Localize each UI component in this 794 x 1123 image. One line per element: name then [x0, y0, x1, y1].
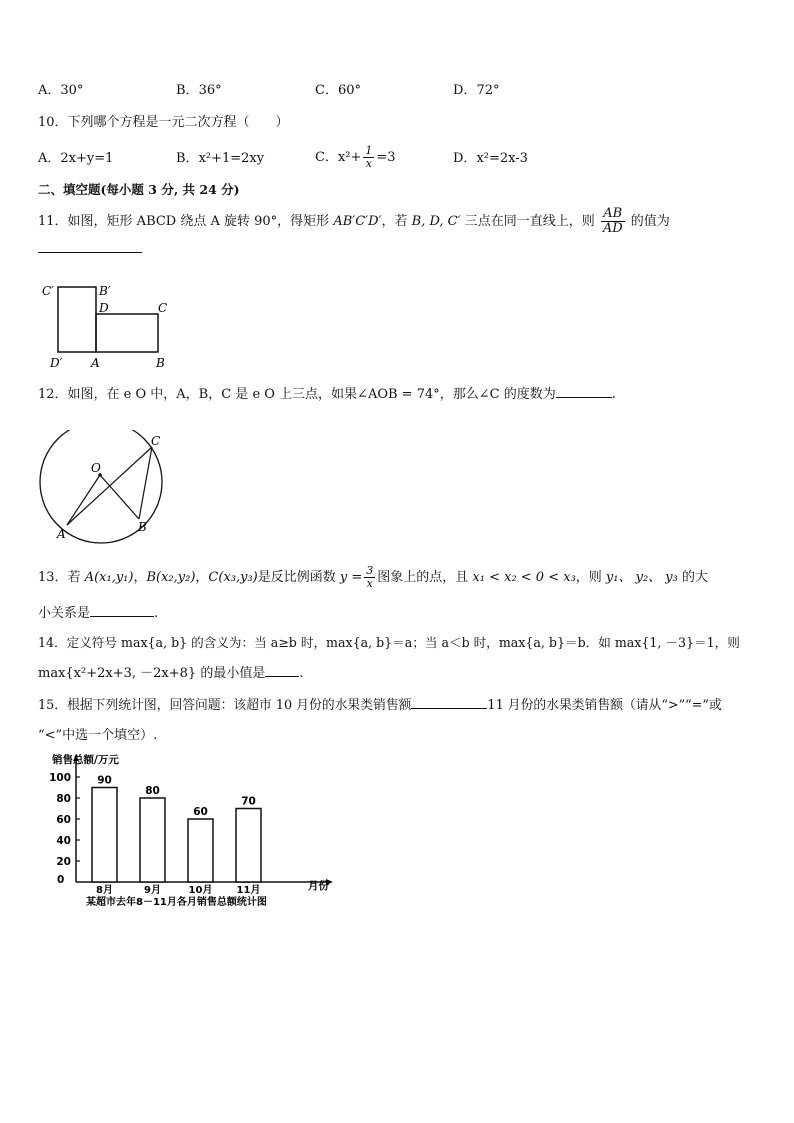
bar-value-label-2: 80 — [145, 785, 160, 797]
q10-option-c — [315, 138, 396, 178]
q10-option-b-text: x²+1=2xy — [198, 151, 265, 166]
q13-sep-2: ， — [195, 570, 209, 585]
q10-option-a-text: 2x+y=1 — [60, 151, 114, 166]
q13-point-c: C(x₃,y₃) — [208, 570, 258, 585]
bar-2 — [140, 798, 165, 882]
q11-frac-numerator: AB — [601, 207, 625, 222]
rect-abcd — [96, 314, 158, 352]
q10-c-numerator: 1 — [365, 144, 373, 157]
q15-line-1-b: 11 月份的水果类销售额（请从“>”“=”或 — [487, 698, 722, 713]
label-b-prime: B′ — [99, 284, 111, 298]
label-d: D — [99, 301, 109, 315]
y-tick-label-80: 80 — [56, 793, 71, 805]
q13-answer-blank[interactable] — [90, 604, 154, 617]
bar-4 — [236, 809, 261, 883]
segment-ob — [100, 475, 139, 519]
q9-option-c-text: 60° — [337, 83, 361, 98]
y-tick-label-0: 0 — [57, 874, 65, 886]
q10-option-c-post: =3 — [376, 150, 396, 165]
q14-line-2 — [38, 664, 303, 683]
section-heading-fill-blank: 二、填空题(每小题 3 分, 共 24 分) — [38, 182, 240, 197]
q13-y-values: y₁、 y₂、 y₃ — [605, 570, 678, 585]
label-a: A — [91, 356, 100, 370]
q11-stem-c: 三点在同一直线上，则 — [460, 214, 599, 229]
q11-stem — [38, 202, 670, 242]
q14-line-2-end: . — [299, 666, 304, 681]
q13-inequality: x₁ < x₂ < 0 < x₃ — [472, 570, 576, 585]
chart-xlabel: 月份 — [308, 880, 329, 892]
label-c: C — [158, 301, 168, 315]
q15-line-1 — [38, 696, 722, 715]
q11-rect-name: AB′C′D′ — [333, 214, 382, 229]
q13-function-left: y = — [339, 570, 363, 585]
q9-option-d-letter: D． — [453, 83, 477, 98]
q13-function-fraction — [364, 565, 375, 590]
q9-option-c-letter: C． — [315, 83, 338, 98]
label-c-prime: C′ — [42, 284, 54, 298]
sales-bar-chart — [36, 748, 346, 913]
q15-line-2: “<”中选一个填空）. — [38, 728, 158, 743]
q10-option-c-pre: x²+ — [337, 150, 362, 165]
q11-answer-blank[interactable] — [38, 252, 142, 253]
q12-circle-figure — [36, 430, 176, 545]
bar-value-label-4: 70 — [241, 795, 256, 808]
q9-option-c — [315, 82, 361, 100]
label-d-prime: D′ — [50, 356, 63, 370]
q11-rectangle-figure — [38, 278, 178, 372]
q12-stem-a: 12．如图，在 e O 中，A，B，C 是 e O 上三点，如果∠AOB = 74°，那么∠C 的度数为 — [38, 387, 556, 402]
q13-text-5: 的大 — [677, 570, 708, 585]
q10-option-c-letter: C． — [315, 150, 338, 165]
q11-points: B, D, C′ — [411, 214, 461, 229]
q11-stem-b: ，若 — [381, 214, 412, 229]
q10-stem: 10．下列哪个方程是一元二次方程（ ） — [38, 115, 289, 130]
q10-option-a — [38, 150, 113, 168]
chart-ylabel: 销售总额/万元 — [52, 754, 119, 766]
q13-text-2: 是反比例函数 — [257, 570, 340, 585]
q13-line-1 — [38, 560, 708, 596]
q11-stem-a: 11．如图，矩形 ABCD 绕点 A 旋转 90°，得矩形 — [38, 214, 334, 229]
y-tick-label-20: 20 — [56, 856, 71, 868]
q9-option-a — [38, 82, 83, 100]
q12-stem — [38, 385, 616, 404]
q13-fn-numerator: 3 — [366, 564, 374, 577]
label-c: C — [151, 434, 161, 448]
q14-answer-blank[interactable] — [265, 664, 299, 677]
q9-option-b-text: 36° — [198, 83, 222, 98]
q13-line-2-text: 小关系是 — [38, 606, 91, 621]
q14-line-1: 14．定义符号 max{a, b} 的含义为：当 a≥b 时，max{a, b}＝a；当 a＜b 时，max{a, b}＝b．如 max{1, －3}＝1，则 — [38, 635, 740, 650]
q9-option-d-text: 72° — [476, 83, 500, 98]
q13-line-2 — [38, 604, 158, 623]
q9-option-a-text: 30° — [60, 83, 84, 98]
q13-line-2-end: . — [154, 606, 159, 621]
q15-line-1-a: 15．根据下列统计图，回答问题：该超市 10 月份的水果类销售额 — [38, 698, 412, 713]
q9-option-a-letter: A． — [38, 83, 61, 98]
label-a: A — [57, 527, 66, 541]
q9-option-b-letter: B． — [176, 83, 199, 98]
q11-fraction — [601, 207, 625, 236]
q13-text-4: ，则 — [575, 570, 606, 585]
q13-point-b: B(x₂,y₂) — [146, 570, 196, 585]
y-tick-label-40: 40 — [56, 835, 71, 847]
q14-line-2-text: max{x²+2x+3, －2x+8} 的最小值是 — [38, 666, 266, 681]
q10-option-d-letter: D． — [453, 151, 477, 166]
q11-stem-d: 的值为 — [626, 214, 670, 229]
q10-option-b — [176, 150, 264, 168]
y-tick-label-60: 60 — [56, 814, 71, 826]
y-tick-label-100: 100 — [49, 772, 71, 784]
q13-sep-1: ， — [133, 570, 147, 585]
chart-marks — [49, 772, 261, 896]
q9-option-b — [176, 82, 222, 100]
x-tick-label-1: 8月 — [96, 885, 113, 896]
bar-1 — [92, 788, 117, 883]
q11-frac-denominator: AD — [602, 221, 623, 236]
q10-option-d-text: x²=2x-3 — [476, 151, 528, 166]
q10-option-d — [453, 150, 528, 168]
q13-fn-denominator: x — [366, 577, 373, 590]
bar-value-label-3: 60 — [193, 806, 208, 818]
x-tick-label-2: 9月 — [144, 885, 161, 896]
q10-option-b-letter: B． — [176, 151, 199, 166]
q10-option-a-letter: A． — [38, 151, 61, 166]
label-b: B — [156, 356, 165, 370]
q12-answer-blank[interactable] — [556, 385, 612, 398]
q9-option-d — [453, 82, 499, 100]
q13-point-a: A(x₁,y₁) — [84, 570, 134, 585]
q12-stem-end: . — [611, 387, 616, 402]
label-b: B — [138, 520, 147, 534]
q13-text-3: 图象上的点，且 — [377, 570, 473, 585]
bar-value-label-1: 90 — [97, 774, 112, 787]
x-tick-label-3: 10月 — [188, 885, 213, 896]
q15-answer-blank[interactable] — [411, 696, 487, 709]
chart-title: 某超市去年8－11月各月销售总额统计图 — [86, 897, 267, 908]
label-o: O — [91, 461, 101, 475]
x-tick-label-4: 11月 — [236, 885, 261, 896]
q10-option-c-fraction — [363, 145, 374, 170]
bar-3 — [188, 819, 213, 882]
rect-ab1c1d1 — [58, 287, 96, 352]
q13-prefix: 13．若 — [38, 570, 85, 585]
q10-c-denominator: x — [365, 157, 372, 170]
segment-ac — [67, 447, 152, 525]
